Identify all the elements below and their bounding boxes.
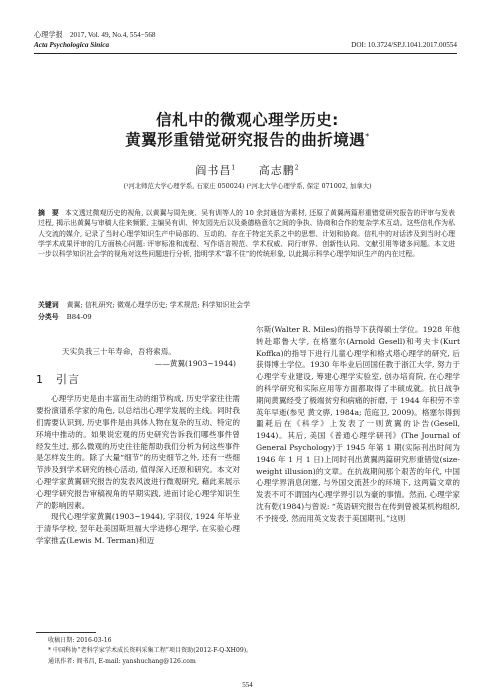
journal-english-name: Acta Psychologica Sinica <box>34 41 110 49</box>
left-column <box>36 346 240 547</box>
page-number: 554 <box>242 681 253 689</box>
header-rule <box>34 53 457 54</box>
title-line-2 <box>0 128 495 150</box>
footnote-fund: * 中国科协“老科学家学术成长资料采集工程”项目资助(2012-F-Q-XH09)。 <box>48 647 253 655</box>
affiliation: (¹河北师范大学心理学系, 石家庄 050024) (²河北大学心理学系, 保定 071002, 加拿大) <box>123 182 372 190</box>
keywords <box>38 300 455 310</box>
footnote-contact: 通讯作者: 阎书昌, E-mail: yanshuchang@126.com <box>48 657 196 665</box>
footnote-received: 收稿日期: 2016-03-16 <box>48 637 112 644</box>
author-2: 高志鹏 <box>258 164 295 177</box>
author-1-superscript: 1 <box>231 164 237 172</box>
title-line-1: 信札中的微观心理学历史: <box>156 111 339 129</box>
keywords-label: 关键词 <box>38 301 59 309</box>
paragraph: 心理学历史是由丰富而生动的细节构成, 历史学家往往需要扮演谱系学家的角色, 以总结出心理学发展的主线。同时我们需要认识到, 历史事件是由具体人物在复杂的互动、特定的环境中推动的。如果说宏观的历史研究告诉我们哪些事件曾经发生过, 那么微观的历史往往能帮助我们分析为何这些事件是怎样发生的。除了大量“细节”的历史细节之外, 还有一些细节涉及到学术研究的核心活动, 值得深入还原和研究。本文对心理学家黄翼研究报告的发表风波进行微观研究, 藉此来展示心理学研究报告审稿视角的早期实践, 进而讨论心理学知识生产的影响因素。 <box>36 394 240 510</box>
author-1: 阎书昌 <box>195 164 232 177</box>
journal-citation: 心理学报 2017, Vol. 49, No.4, 554−568 <box>34 31 156 39</box>
abstract-text: 本文透过微观历史的视角, 以黄翼与周先庚、吴有训等人的 10 余封通信为素材, 还原了黄翼两篇形重错觉研究报告的评审与发表过程, 揭示出黄翼与审稿人往来频繁, 主编吴有训、钟友园先后以及桑德格意尔之间的争执、协商和合作的复杂学术互动。这些信札作为私人交流的媒介, 记录了当时心理学知识生产中局部的、互动的、存在于特定关系之中的思想、计划和协商。信札中的对话涉及到当时心理学学术成果评审的几方面核心问题: 评审标准和流程、写作语言规范、学术权威、同行审界、创新性认同、文献引用等诸多问题。本文进一步以科学知识社会学的视角对这些问题进行分析, 指明学术“靠不住”的传统形象, 以此揭示科学心理学知识生产的内在过程。 <box>38 209 456 259</box>
paragraph: 尔斯(Walter R. Miles)的指导下获得硕士学位。1928 年他转赴耶鲁大学, 在格塞尔(Arnold Gesell)和考夫卡(Kurt Koffka)的指导下进行儿童心理学和格式塔心理学的研究, 后获得博士学位。1930 年毕业后回国任教于浙江大学, 努力于心理学专业建设, 筹建心理学实验室, 创办培育院, 在心理学的科学研究和实际应用等方面都取得了丰硕成就。抗日战争期间黄翼经受了极端贫穷和病痛的折磨, 于 1944 年积劳不幸英年早逝(参见 黄文骅, 1984a; 范庭卫, 2009)。格塞尔得到噩耗后在《科学》上发表了一则黄翼的讣告(Gesell, 1944)。其后, 美国《普通心理学研刊》(The Journal of General Psychology)于 1945 年第 1 期(实际刊出时间为 1946 年 1 月 1 日)上同时刊出黄翼两篇研究形重错觉(size-weight illusion)的文章。在抗战期间那个艰苦的年代, 中国心理学界消息闭塞, 与外国交流甚少的环境下, 这两篇文章的发表不可不谓国内心理学界引以为豪的事情。然而, 心理学家沈有乾(1984)与曾说: “英语研究报告在传到曾被某机构组织, 不予接受, 然而用英文发表于美国期刊。”这则 <box>256 325 460 523</box>
section-heading: 1 引言 <box>36 372 80 386</box>
paragraph: 现代心理学家黄翼(1903~1944), 字羽仪, 1924 年毕业于清华学校, 翌年赴美国斯坦福大学进修心理学, 在实验心理学家推孟(Lewis M. Terman)和迈 <box>36 512 240 545</box>
epigraph-source: ——黄翼(1903~1944) <box>154 358 236 368</box>
footnote-rule <box>36 632 96 633</box>
classification <box>38 312 455 322</box>
right-column <box>256 324 460 525</box>
author-2-superscript: 2 <box>294 164 300 172</box>
abstract-label: 摘 要 <box>38 209 59 217</box>
classification-label: 分类号 <box>38 313 59 321</box>
epigraph: 天实负我三十年寿命，吾将索焉。 <box>62 347 176 356</box>
title-footnote-mark: * <box>365 131 370 141</box>
classification-code: B84-09 <box>66 313 92 321</box>
abstract <box>38 208 455 259</box>
doi: DOI: 10.3724/SP.J.1041.2017.00554 <box>351 41 457 49</box>
footnotes <box>36 636 455 667</box>
author-list <box>0 162 495 178</box>
title-line-2-text: 黄翼形重错觉研究报告的曲折境遇 <box>125 131 366 149</box>
keywords-text: 黄翼; 信札研究; 微观心理学历史; 学术规范; 科学知识社会学 <box>66 301 251 309</box>
running-header <box>34 30 457 50</box>
